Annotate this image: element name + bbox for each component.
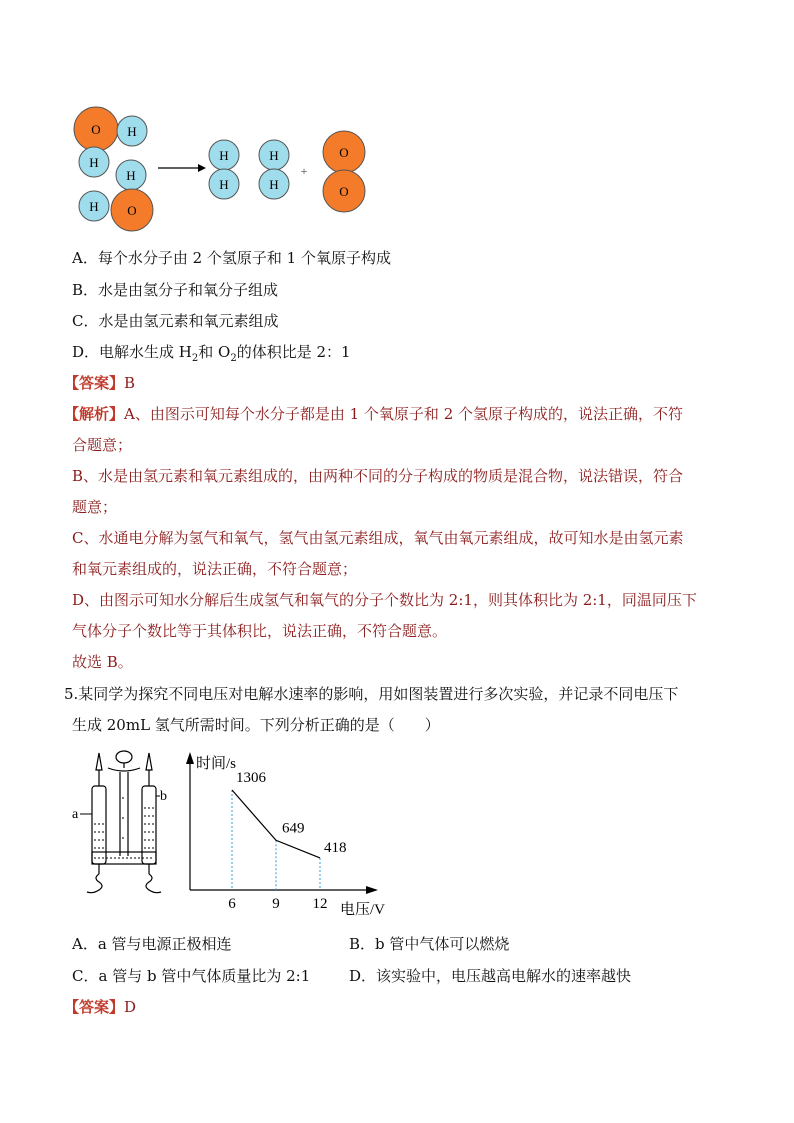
q5-stem-line: 5.某同学为探究不同电压对电解水速率的影响，用如图装置进行多次实验，并记录不同电压下 — [64, 685, 679, 703]
answer-label: 【答案】 — [64, 998, 125, 1016]
answer-value: D — [124, 998, 137, 1016]
series-line — [232, 790, 320, 858]
atom-label: O — [339, 184, 349, 199]
q4-analysis-line: B、水是由氢元素和氧元素组成的，由两种不同的分子构成的物质是混合物，说法错误，符合 — [72, 467, 684, 485]
q4-answer — [64, 373, 135, 393]
x-tick-label: 6 — [228, 896, 236, 912]
analysis-text: A、由图示可知每个水分子都是由 1 个氧原子和 2 个氢原子构成的，说法正确，不符 — [124, 405, 684, 423]
q4-analysis-line: 题意； — [72, 498, 118, 516]
q4-conclusion: 故选 B。 — [72, 653, 133, 671]
data-label: 649 — [282, 820, 305, 837]
voltage-time-chart — [178, 748, 398, 918]
atom-label: H — [219, 177, 229, 192]
x-axis-arrow — [366, 886, 378, 894]
q5-option-a: A．a 管与电源正极相连 — [72, 935, 232, 953]
tube-label-a: a — [72, 807, 79, 822]
atom-label: H — [219, 148, 229, 163]
q4-analysis-line: 合题意； — [72, 436, 133, 454]
q5-answer — [64, 997, 136, 1017]
x-tick-label: 12 — [312, 896, 328, 912]
atom-label: O — [127, 203, 137, 218]
q4-analysis-line: D、由图示可知水分解后生成氢气和氧气的分子个数比为 2:1，则其体积比为 2:1，同温同压下 — [72, 591, 697, 609]
electrolysis-molecule-diagram — [60, 100, 390, 235]
q4-analysis-line: 气体分子个数比等于其体积比，说法正确，不符合题意。 — [72, 622, 448, 640]
q4-analysis-line — [64, 404, 683, 424]
subscript: 2 — [230, 353, 237, 364]
plus-sign: + — [300, 164, 308, 178]
analysis-label: 【解析】 — [64, 405, 125, 423]
tube-label-b: b — [160, 789, 167, 804]
answer-value: B — [124, 374, 136, 392]
option-d-mid: 和 O — [198, 343, 231, 361]
data-label: 1306 — [236, 770, 266, 786]
answer-label: 【答案】 — [64, 374, 125, 392]
water-molecules-group — [74, 107, 153, 231]
option-d-prefix: D．电解水生成 H — [72, 343, 192, 361]
atom-label: H — [127, 124, 137, 139]
q4-option-c: C．水是由氢元素和氧元素组成 — [72, 312, 279, 330]
q4-option-a: A．每个水分子由 2 个氢原子和 1 个氧原子构成 — [72, 249, 391, 267]
electrolysis-apparatus-diagram — [68, 748, 168, 900]
x-axis-label: 电压/V — [340, 902, 386, 918]
atom-label: O — [339, 145, 349, 160]
q5-option-d: D．该实验中，电压越高电解水的速率越快 — [349, 967, 632, 985]
q4-analysis-line: C、水通电分解为氢气和氧气，氢气由氢元素组成，氧气由氧元素组成，故可知水是由氢元素 — [72, 529, 684, 547]
option-d-suffix: 的体积比是 2：1 — [236, 343, 351, 361]
q4-option-d — [72, 342, 351, 362]
atom-label: O — [91, 122, 101, 137]
x-tick-label: 9 — [272, 896, 280, 912]
atom-label: H — [126, 168, 136, 183]
data-label: 418 — [324, 839, 347, 856]
q5-stem-line: 生成 20mL 氢气所需时间。下列分析正确的是（ ） — [72, 716, 440, 734]
atom-label: H — [89, 199, 99, 214]
atom-label: H — [269, 177, 279, 192]
q5-option-b: B．b 管中气体可以燃烧 — [349, 935, 510, 953]
oxygen-molecule-group — [323, 131, 365, 212]
y-axis-label: 时间/s — [196, 756, 237, 772]
reaction-arrow — [158, 164, 206, 172]
q4-analysis-line: 和氧元素组成的，说法正确，不符合题意； — [72, 560, 358, 578]
subscript: 2 — [191, 353, 199, 364]
atom-label: H — [269, 148, 279, 163]
q4-option-b: B．水是由氢分子和氧分子组成 — [72, 281, 279, 299]
hydrogen-molecules-group — [209, 140, 289, 199]
q5-option-c: C．a 管与 b 管中气体质量比为 2:1 — [72, 967, 311, 985]
atom-label: H — [89, 155, 99, 170]
y-axis-arrow — [186, 752, 194, 764]
